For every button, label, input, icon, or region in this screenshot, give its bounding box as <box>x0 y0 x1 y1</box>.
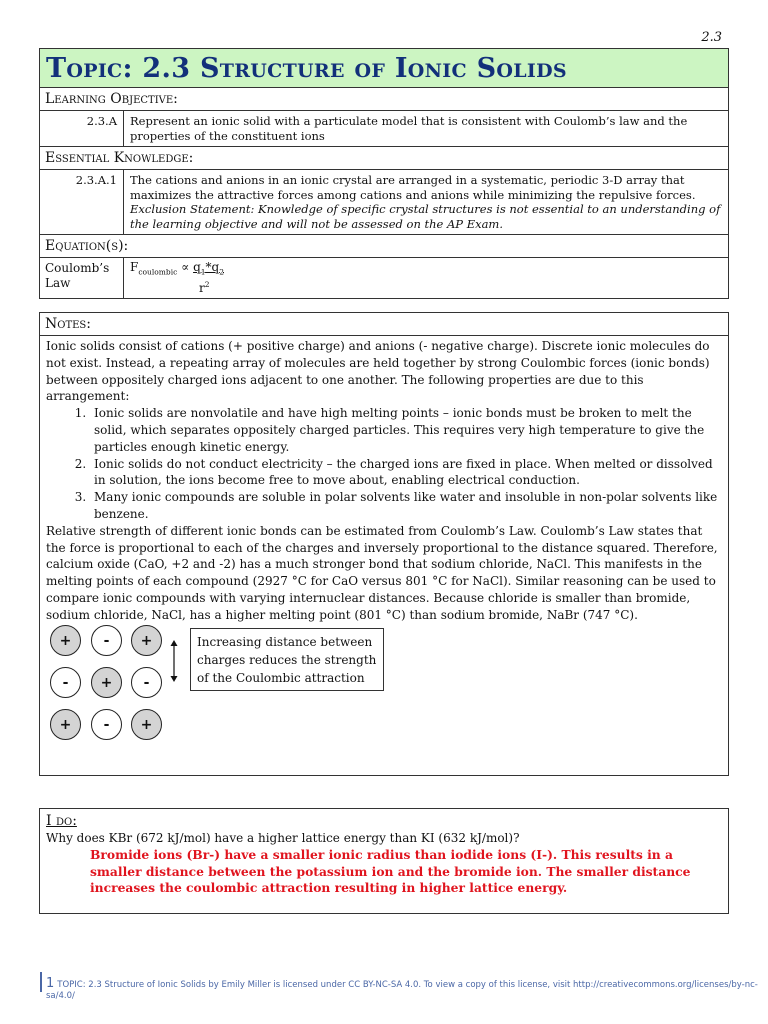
formula-denominator-sup: 2 <box>204 280 210 290</box>
coulomb-paragraph: Relative strength of different ionic bonds can be estimated from Coulomb’s Law. Coulomb’s Law states that the force is proportional to each of the charges and inversely proportional to the distance squared. Therefore, calcium oxide (CaO, +2 and -2) has a much stronger bond that sodium chloride, NaCl. This manifests in the melting points of each compound (2927 °C for CaO versus 801 °C for NaCl). Similar reasoning can be used to compare ionic compounds with varying internuclear distances. Because chloride is smaller than bromide, sodium chloride, NaCl, has a higher melting point (801 °C) than sodium bromide, NaBr (747 °C). <box>46 523 718 622</box>
objective-table <box>39 48 729 299</box>
i-do-heading: I do: <box>46 813 77 829</box>
essential-knowledge-code: 2.3.A.1 <box>40 170 124 234</box>
essential-knowledge-row <box>40 170 728 235</box>
learning-objective-heading: Learning Objective: <box>40 88 728 111</box>
essential-knowledge-content <box>124 170 728 234</box>
i-do-question: Why does KBr (672 kJ/mol) have a higher lattice energy than KI (632 kJ/mol)? <box>46 831 520 845</box>
formula-q1: q <box>193 260 201 274</box>
double-arrow-icon <box>167 640 181 682</box>
equations-heading: Equation(s): <box>40 235 728 258</box>
formula-q1-sub: 1 <box>200 267 206 277</box>
notes-heading: Notes: <box>40 313 728 336</box>
cation-ion: + <box>91 667 122 698</box>
anion-ion: - <box>50 667 81 698</box>
formula-force-sub: coulombic <box>138 267 178 277</box>
footer <box>46 976 768 1001</box>
essential-knowledge-heading: Essential Knowledge: <box>40 147 728 170</box>
cation-ion: + <box>131 625 162 656</box>
topic-row <box>40 49 728 88</box>
list-item: 2. Ionic solids do not conduct electricity – the charged ions are fixed in place. When melted or dissolved in solution, the ions become free to move about, enabling electrical conduction. <box>90 456 722 490</box>
equation-row <box>40 258 728 298</box>
topic-title: Topic: 2.3 Structure of Ionic Solids <box>46 52 567 84</box>
formula-proportional: ∝ <box>177 260 194 274</box>
anion-ion: - <box>131 667 162 698</box>
cation-ion: + <box>131 709 162 740</box>
formula-q2: *q <box>205 260 220 274</box>
i-do-box <box>39 808 729 914</box>
footer-page-number: 1 <box>46 976 55 991</box>
anion-ion: - <box>91 709 122 740</box>
learning-objective-row <box>40 111 728 147</box>
properties-list <box>46 405 722 523</box>
formula-denominator: r <box>199 281 205 296</box>
i-do-answer: Bromide ions (Br-) have a smaller ionic radius than iodide ions (I-). This results in a smaller distance between the potassium ion and the bromide ion. The smaller distance increases the coulombic attraction resulting in higher lattice energy. <box>90 847 691 895</box>
notes-box <box>39 312 729 776</box>
exclusion-statement: Exclusion Statement: Knowledge of specific crystal structures is not essential to an understanding of the learning objective and will not be assessed on the AP Exam. <box>130 202 721 231</box>
cation-ion: + <box>50 625 81 656</box>
list-item: 3. Many ionic compounds are soluble in polar solvents like water and insoluble in non-polar solvents like benzene. <box>90 489 722 523</box>
essential-knowledge-text: The cations and anions in an ionic crystal are arranged in a systematic, periodic 3-D array that maximizes the attractive forces among cations and anions while minimizing the repulsive forces. <box>130 173 696 202</box>
footer-bar <box>40 972 42 992</box>
equation-label: Coulomb’s Law <box>40 258 124 298</box>
learning-objective-text: Represent an ionic solid with a particulate model that is consistent with Coulomb’s law and the properties of the constituent ions <box>130 114 688 143</box>
coulomb-formula <box>124 258 728 298</box>
cation-ion: + <box>50 709 81 740</box>
notes-intro: Ionic solids consist of cations (+ positive charge) and anions (- negative charge). Discrete ionic molecules do not exist. Instead, a repeating array of molecules are held together by strong Coulombic forces (ionic bonds) between oppositely charged ions adjacent to one another. The following properties are due to this arrangement: <box>46 339 710 404</box>
page-number: 2.3 <box>701 30 722 45</box>
learning-objective-code: 2.3.A <box>40 111 124 146</box>
list-item: 1. Ionic solids are nonvolatile and have high melting points – ionic bonds must be broken to melt the solid, which separates oppositely charged particles. This requires very high temperature to give the particles enough kinetic energy. <box>90 405 722 455</box>
formula-numerator <box>193 260 224 277</box>
anion-ion: - <box>91 625 122 656</box>
notes-body <box>40 336 728 624</box>
formula-q2-sub: 2 <box>219 267 224 277</box>
formula-force: F <box>130 260 139 274</box>
diagram-note: Increasing distance between charges reduces the strength of the Coulombic attraction <box>190 628 384 691</box>
footer-license-text: TOPIC: 2.3 Structure of Ionic Solids by Emily Miller is licensed under CC BY-NC-SA 4.0. To view a copy of this license, visit http://creativecommons.org/licenses/by-nc-sa/4.0/ <box>46 980 758 1001</box>
